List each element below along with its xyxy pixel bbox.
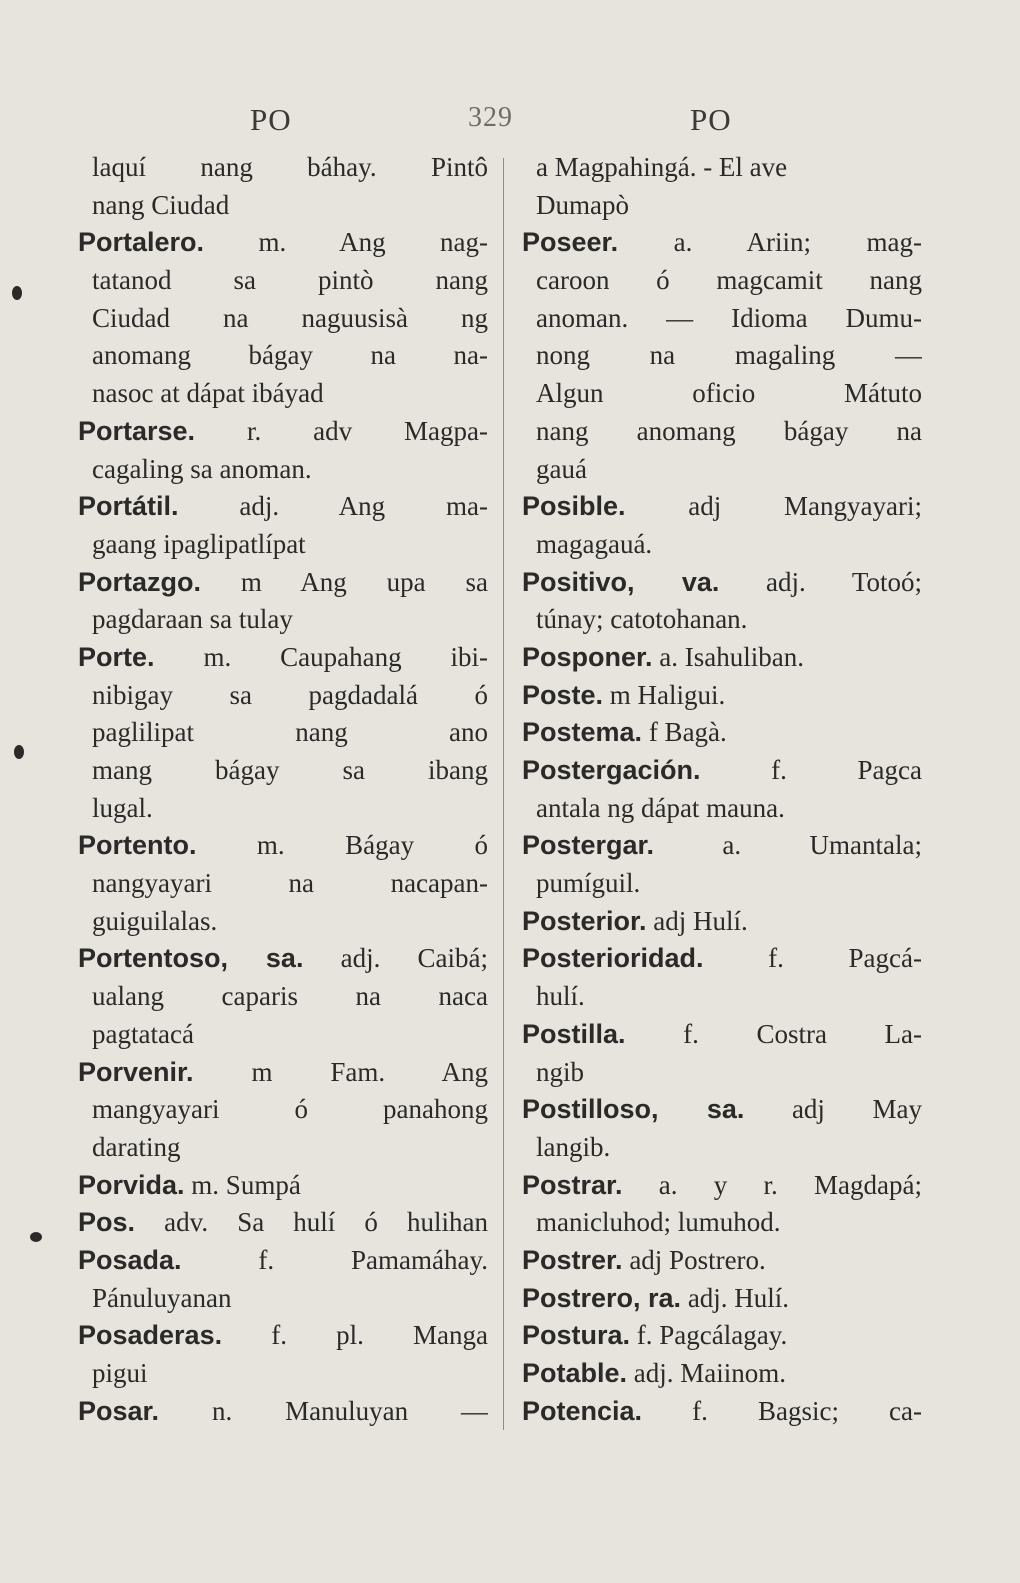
dictionary-entry-line: Postilloso, sa. adj May — [522, 1094, 922, 1125]
definition-line: nasoc at dápat ibáyad — [92, 378, 324, 409]
headword: Portento. — [78, 830, 197, 861]
dictionary-entry-line: Poste. m Haligui. — [522, 679, 726, 710]
dictionary-entry-line: Posible. adj Mangyayari; — [522, 491, 922, 522]
headword: Potable. — [522, 1358, 628, 1388]
definition-line: magagauá. — [536, 528, 653, 559]
running-head-left: PO — [250, 102, 292, 137]
definition-line: lugal. — [92, 792, 153, 823]
dictionary-entry-line: Portento. m. Bágay ó — [78, 830, 488, 861]
dictionary-entry-line: Posar. n. Manuluyan — — [78, 1395, 488, 1426]
dictionary-entry-line: Postilla. f. Costra La- — [522, 1018, 922, 1049]
dictionary-entry-line: Postema. f Bagà. — [522, 717, 727, 748]
dictionary-entry-line: Posada. f. Pamamáhay. — [78, 1244, 488, 1275]
definition-line: pumíguil. — [536, 868, 641, 899]
definition-line: túnay; catotohanan. — [536, 604, 748, 635]
headword: Positivo, va. — [522, 566, 720, 597]
definition-line: paglilipat nang ano — [92, 717, 488, 748]
dictionary-entry-line: Postrero, ra. adj. Hulí. — [522, 1282, 790, 1313]
headword: Postrar. — [522, 1169, 623, 1200]
headword: Posterior. — [522, 905, 647, 936]
column-divider — [503, 158, 504, 1430]
definition-line: ngib — [536, 1056, 585, 1087]
headword: Portalero. — [78, 227, 205, 258]
definition-line: mang bágay sa ibang — [92, 755, 488, 785]
running-head-right: PO — [690, 102, 732, 137]
headword: Portarse. — [78, 415, 196, 446]
ink-speck — [12, 286, 22, 300]
headword: Potencia. — [522, 1395, 643, 1426]
headword: Porte. — [78, 641, 155, 672]
dictionary-entry-line: Potable. adj. Maiinom. — [522, 1358, 787, 1388]
headword: Postilloso, sa. — [522, 1094, 745, 1125]
dictionary-entry-line: Poseer. a. Ariin; mag- — [522, 227, 922, 258]
dictionary-entry-line: Porte. m. Caupahang ibi- — [78, 641, 488, 672]
definition-line: pagdaraan sa tulay — [92, 604, 293, 635]
definition-line: nang Ciudad — [92, 189, 230, 220]
definition-line: caroon ó magcamit nang — [536, 265, 922, 296]
headword: Posar. — [78, 1395, 160, 1426]
definition-line: anomang bágay na na- — [92, 340, 488, 371]
right-column — [522, 149, 922, 1430]
headword: Poseer. — [522, 227, 619, 258]
definition-line: guiguilalas. — [92, 905, 218, 936]
definition-line: pigui — [92, 1358, 148, 1388]
headword: Posponer. — [522, 641, 653, 672]
dictionary-entry-line: Potencia. f. Bagsic; ca- — [522, 1395, 922, 1426]
definition-line: manicluhod; lumuhod. — [536, 1207, 781, 1238]
page-number: 329 — [468, 102, 513, 133]
dictionary-entry-line: Porvida. m. Sumpá — [78, 1169, 301, 1200]
definition-line: nangyayari na nacapan- — [92, 868, 488, 899]
definition-line: gaang ipaglipatlípat — [92, 528, 306, 559]
dictionary-entry-line: Portentoso, sa. adj. Caibá; — [78, 943, 488, 974]
definition-line: hulí. — [536, 981, 585, 1012]
dictionary-entry-line: Posterior. adj Hulí. — [522, 905, 748, 936]
dictionary-entry-line: Portalero. m. Ang nag- — [78, 227, 488, 258]
headword: Postrer. — [522, 1244, 623, 1275]
headword: Posible. — [522, 491, 626, 522]
dictionary-entry-line: Posaderas. f. pl. Manga — [78, 1320, 488, 1351]
definition-line: tatanod sa pintò nang — [92, 265, 488, 296]
headword: Postura. — [522, 1320, 631, 1351]
definition-line: anoman. — Idioma Dumu- — [536, 302, 922, 333]
definition-line: nong na magaling — — [536, 340, 922, 371]
headword: Porvida. — [78, 1169, 185, 1200]
definition-line: ualang caparis na naca — [92, 981, 488, 1012]
left-column — [78, 149, 488, 1430]
headword: Postilla. — [522, 1018, 626, 1049]
definition-line: pagtatacá — [92, 1018, 194, 1049]
headword: Posada. — [78, 1244, 182, 1275]
definition-line: nibigay sa pagdadalá ó — [92, 679, 488, 710]
headword: Porvenir. — [78, 1056, 194, 1087]
definition-line: cagaling sa anoman. — [92, 453, 312, 484]
definition-line: gauá — [536, 453, 587, 484]
dictionary-entry-line: Postrer. adj Postrero. — [522, 1244, 766, 1275]
dictionary-entry-line: Posponer. a. Isahuliban. — [522, 641, 804, 672]
dictionary-entry-line: Postergar. a. Umantala; — [522, 830, 922, 861]
headword: Portazgo. — [78, 566, 202, 597]
dictionary-entry-line: Positivo, va. adj. Totoó; — [522, 566, 922, 597]
dictionary-entry-line: Pos. adv. Sa hulí ó hulihan — [78, 1207, 488, 1238]
definition-line: nang anomang bágay na — [536, 415, 922, 446]
headword: Portentoso, sa. — [78, 943, 304, 974]
dictionary-entry-line: Posterioridad. f. Pagcá- — [522, 943, 922, 974]
headword: Posterioridad. — [522, 943, 704, 974]
definition-line: darating — [92, 1131, 181, 1162]
ink-speck — [30, 1232, 42, 1242]
headword: Postema. — [522, 717, 643, 748]
dictionary-entry-line: Portarse. r. adv Magpa- — [78, 415, 488, 446]
headword: Pos. — [78, 1207, 136, 1238]
ink-speck — [14, 745, 24, 759]
dictionary-entry-line: Porvenir. m Fam. Ang — [78, 1056, 488, 1087]
definition-line: Pánuluyanan — [92, 1282, 232, 1313]
definition-line: langib. — [536, 1131, 611, 1162]
headword: Postergación. — [522, 755, 701, 785]
dictionary-entry-line: Postura. f. Pagcálagay. — [522, 1320, 788, 1351]
headword: Poste. — [522, 679, 604, 710]
definition-line: Ciudad na naguusisà ng — [92, 302, 488, 333]
dictionary-entry-line: Postergación. f. Pagca — [522, 755, 922, 785]
dictionary-entry-line: Postrar. a. y r. Magdapá; — [522, 1169, 922, 1200]
definition-line: antala ng dápat mauna. — [536, 792, 785, 823]
headword: Portátil. — [78, 491, 179, 522]
definition-line: mangyayari ó panahong — [92, 1094, 488, 1125]
definition-line: laquí nang báhay. Pintô — [92, 152, 488, 182]
headword: Posaderas. — [78, 1320, 223, 1351]
dictionary-entry-line: Portazgo. m Ang upa sa — [78, 566, 488, 597]
definition-line: a Magpahingá. - El ave — [536, 152, 788, 182]
headword: Postergar. — [522, 830, 655, 861]
dictionary-entry-line: Portátil. adj. Ang ma- — [78, 491, 488, 522]
definition-line: Dumapò — [536, 189, 629, 220]
definition-line: Algun oficio Mátuto — [536, 378, 922, 409]
headword: Postrero, ra. — [522, 1282, 682, 1313]
